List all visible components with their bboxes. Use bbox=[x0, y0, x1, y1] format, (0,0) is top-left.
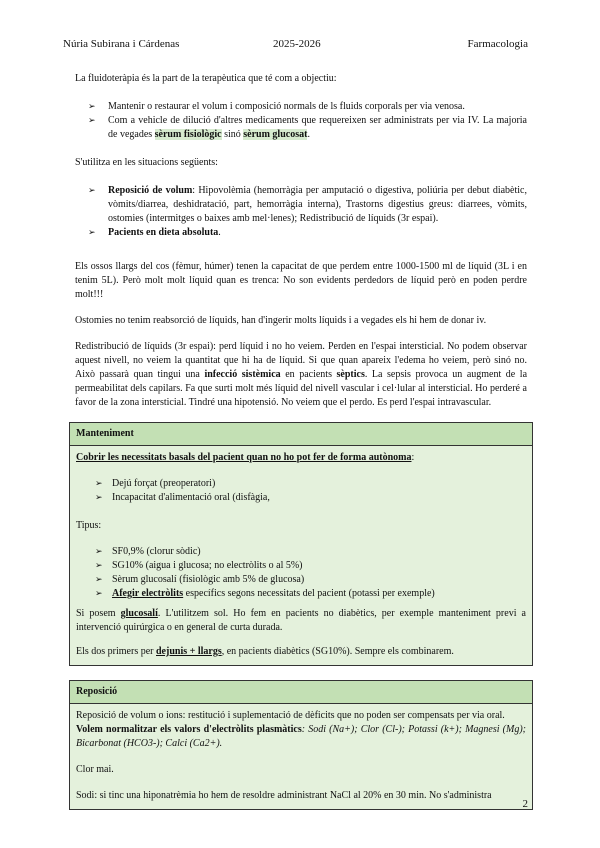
bold-run: Afegir electròlits bbox=[112, 588, 184, 599]
reposicio-line2 bbox=[76, 723, 526, 751]
highlight-serum-fisiologic: sèrum fisiològic bbox=[154, 129, 222, 140]
reposicio-line1: Reposició de volum o ions: restitució i suplementació de dèficits que no poden ser compensats per via oral. bbox=[76, 710, 505, 721]
situation-title: Reposició de volum bbox=[108, 185, 193, 196]
paragraph-redistribution bbox=[75, 340, 527, 410]
header-year: 2025-2026 bbox=[273, 38, 321, 50]
tipus-label: Tipus: bbox=[76, 520, 102, 531]
need-text: Incapacitat d'alimentació oral (disfàgia, bbox=[112, 492, 270, 503]
arrow-bullet-icon: ➢ bbox=[95, 561, 103, 571]
reposicio-box-body bbox=[70, 704, 532, 809]
objective-text: . bbox=[307, 129, 310, 140]
type-text: SG10% (aigua i glucosa; no electròlits o al 5%) bbox=[112, 560, 303, 571]
maintenance-box-body bbox=[70, 446, 532, 665]
page-header bbox=[63, 38, 528, 52]
situations-intro: S'utilitza en les situacions següents: bbox=[75, 157, 218, 168]
glucosali-paragraph bbox=[76, 607, 526, 635]
arrow-bullet-icon: ➢ bbox=[95, 493, 103, 503]
arrow-bullet-icon: ➢ bbox=[88, 102, 96, 112]
situation-text: : Hipovolèmia (hemorràgia per amputació o digestiva, poliúria per debut diabètic, vòmits/diarrea, deshidratació, part, hemorràgia interna), Trastorns digestius greus: diarrees, vòmits, ostomies (intermitges o baixes amb mel·lenes); Redistribució de líquids (3r espai). bbox=[108, 185, 527, 224]
intro-paragraph: La fluidoteràpia és la part de la terapèutica que té com a objectiu: bbox=[75, 73, 337, 84]
arrow-bullet-icon: ➢ bbox=[88, 116, 96, 126]
situation-text: . bbox=[218, 227, 221, 238]
document-body bbox=[75, 72, 527, 810]
list-item bbox=[76, 587, 526, 601]
text-run: . L'utilitzem sol. Ho fem en pacients no diabètics, per exemple manteniment previ a intervenció quirúrgica o en general de curta durada. bbox=[76, 608, 526, 633]
arrow-bullet-icon: ➢ bbox=[88, 228, 96, 238]
situations-list bbox=[75, 184, 527, 240]
list-item bbox=[75, 184, 527, 226]
text-run: Si posem bbox=[76, 608, 121, 619]
maintenance-cobrir bbox=[76, 451, 526, 465]
arrow-bullet-icon: ➢ bbox=[95, 479, 103, 489]
type-text: SF0,9% (clorur sòdic) bbox=[112, 546, 201, 557]
header-subject: Farmacologia bbox=[467, 38, 528, 50]
needs-list bbox=[76, 477, 526, 505]
text-run: , en pacients diabètics (SG10%). Sempre els combinarem. bbox=[221, 646, 454, 657]
text-run: Redistribució de líquids (3r espai): perd líquid i no ho veiem. Perden en l'espai intersticial. No podem observar aquest nivell, no veiem la quantitat que hi ha de líquid. Si que quan apareix l'edema ho veiem, però sinó no. Això passarà quan tingui una bbox=[75, 341, 527, 380]
text-run: en pacients bbox=[280, 369, 337, 380]
sodi-line: Sodi: si tinc una hiponatrèmia ho hem de resoldre administrant NaCl al 20% en 30 min. No s'administra bbox=[76, 790, 492, 801]
objective-text: Mantenir o restaurar el volum i composició normals de ls fluids corporals per via venosa. bbox=[108, 101, 465, 112]
objective-text: Com a vehicle de dilució d'altres medicaments que requereixen ser administrats per via IV. La majoria de vegades bbox=[108, 115, 527, 140]
list-item bbox=[76, 491, 526, 505]
list-item bbox=[76, 477, 526, 491]
bold-run: dejunis + llargs bbox=[156, 646, 222, 657]
list-item bbox=[75, 226, 527, 240]
bold-run: Cobrir les necessitats basals del pacient quan no ho pot fer de forma autònoma bbox=[76, 452, 412, 463]
maintenance-box bbox=[69, 422, 533, 666]
objectives-list bbox=[75, 100, 527, 142]
bold-run: Volem normalitzar els valors d'electròlits plasmàtics bbox=[76, 724, 302, 735]
clor-line: Clor mai. bbox=[76, 764, 114, 775]
text-run: . La sepsis provoca un augment de la permeabilitat dels capilars. Fa que surti molt més líquid del nivell vascular i cel·lular al intersticial. Ho perderé a favor de la zona intersticial. Tindré una hipotensió. No veiem que el perdo. Es perd l'espai intravascular. bbox=[75, 369, 528, 408]
header-author: Núria Subirana i Cárdenas bbox=[63, 38, 180, 50]
arrow-bullet-icon: ➢ bbox=[95, 575, 103, 585]
bold-run: sèptics bbox=[336, 369, 365, 380]
page-number: 2 bbox=[522, 798, 528, 810]
types-list bbox=[76, 545, 526, 601]
need-text: Dejú forçat (preoperatori) bbox=[112, 478, 216, 489]
situation-title: Pacients en dieta absoluta bbox=[108, 227, 219, 238]
arrow-bullet-icon: ➢ bbox=[95, 589, 103, 599]
reposicio-box bbox=[69, 680, 533, 810]
italic-run: : Sodi (Na+); Clor (Cl-); Potassi (k+); Magnesi (Mg); Bicarbonat (HCO3-); Calci (Ca2+). bbox=[76, 724, 526, 749]
dejunis-paragraph bbox=[76, 645, 526, 659]
type-text: Sèrum glucosalí (fisiològic amb 5% de glucosa) bbox=[112, 574, 305, 585]
arrow-bullet-icon: ➢ bbox=[95, 547, 103, 557]
list-item bbox=[75, 100, 527, 114]
list-item bbox=[76, 545, 526, 559]
bold-run: glucosalí bbox=[120, 608, 158, 619]
type-text: específics segons necessitats del pacient (potassi per exemple) bbox=[183, 588, 435, 599]
text-run: : bbox=[411, 452, 415, 463]
objective-text: sinó bbox=[221, 129, 244, 140]
text-run: Els dos primers per bbox=[76, 646, 156, 657]
list-item bbox=[76, 559, 526, 573]
list-item bbox=[75, 114, 527, 142]
highlight-serum-glucosat: sèrum glucosat bbox=[243, 129, 308, 140]
maintenance-box-title: Manteniment bbox=[70, 423, 532, 446]
list-item bbox=[76, 573, 526, 587]
bold-run: infecció sistèmica bbox=[204, 369, 281, 380]
arrow-bullet-icon: ➢ bbox=[88, 186, 96, 196]
reposicio-box-title: Reposició bbox=[70, 681, 532, 704]
paragraph-ostomies: Ostomies no tenim reabsorció de líquids, han d'ingerir molts líquids i a vegades els hi hem de donar iv. bbox=[75, 315, 487, 326]
paragraph-bones: Els ossos llargs del cos (fèmur, húmer) tenen la capacitat de que perdem entre 1000-1500 ml de líquid (3L i en tenim 5L). Però molt molt líquid quan es trenca: No son evidents perdedors de líquid però en poden perdre molt!!! bbox=[75, 261, 527, 300]
